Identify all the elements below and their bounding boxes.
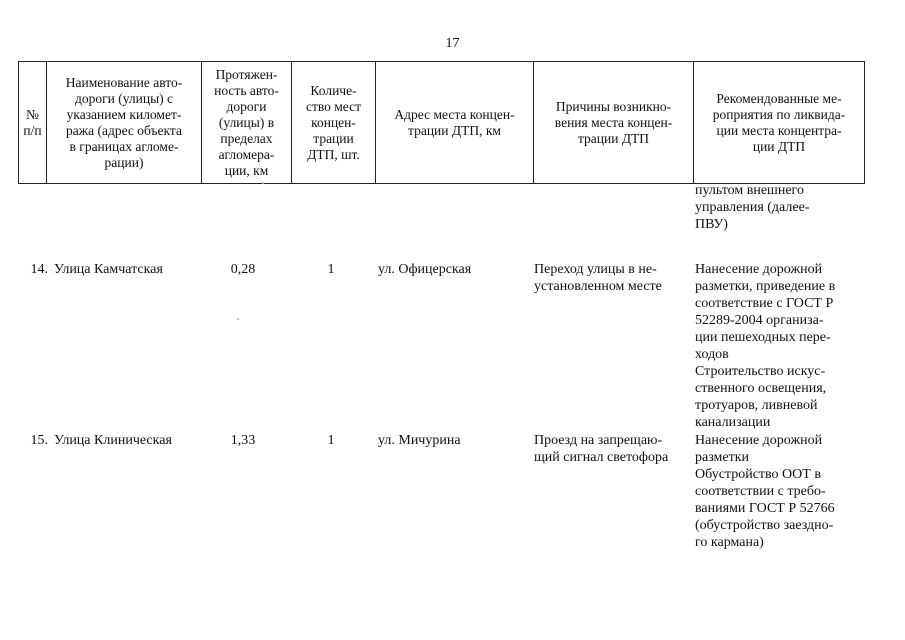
scan-speck [237, 318, 239, 320]
row-count: 1 [327, 262, 335, 277]
row-number: 14. [30, 262, 48, 277]
header-row [19, 62, 865, 184]
page-number: 17 [445, 36, 460, 51]
row-road: Улица Камчатская [54, 262, 163, 277]
row-count: 1 [327, 433, 335, 448]
continuation-measures: пультом внешнего управления (далее- ПВУ) [695, 183, 810, 232]
header-cause: Причины возникно- вения места концен- трации ДТП [534, 62, 694, 184]
row-cause: Переход улицы в не- установленном месте [534, 262, 662, 294]
row-number: 15. [30, 433, 48, 448]
row-cause: Проезд на запрещаю- щий сигнал светофора [534, 433, 669, 465]
row-length: 0,28 [230, 262, 256, 277]
header-count: Количе- ство мест концен- трации ДТП, шт. [292, 62, 376, 184]
header-road-name: Наименование авто- дороги (улицы) с указанием километ- ража (адрес объекта в границах агломе- рации) [47, 62, 202, 184]
row-address: ул. Офицерская [378, 262, 472, 277]
row-length: 1,33 [230, 433, 256, 448]
row-road: Улица Клиническая [54, 433, 172, 448]
header-length: Протяжен- ность авто- дороги (улицы) в пределах агломера- ции, км [202, 62, 292, 184]
row-address: ул. Мичурина [378, 433, 461, 448]
row-measures: Нанесение дорожной разметки, приведение в соответствие с ГОСТ Р 52289-2004 организа- ции пешеходных пере- ходов Строительство искус- ственного освещения, тротуаров, ливневой канализации [695, 262, 836, 430]
header-number: № п/п [19, 62, 47, 184]
table-header [18, 61, 865, 184]
scan-speck [262, 182, 264, 184]
row-measures: Нанесение дорожной разметки Обустройство ООТ в соответствии с требо- ваниями ГОСТ Р 52766 (обустройство заездно- го кармана) [695, 433, 835, 550]
header-address: Адрес места концен- трации ДТП, км [376, 62, 534, 184]
header-measures: Рекомендованные ме- роприятия по ликвида- ции места концентра- ции ДТП [694, 62, 865, 184]
